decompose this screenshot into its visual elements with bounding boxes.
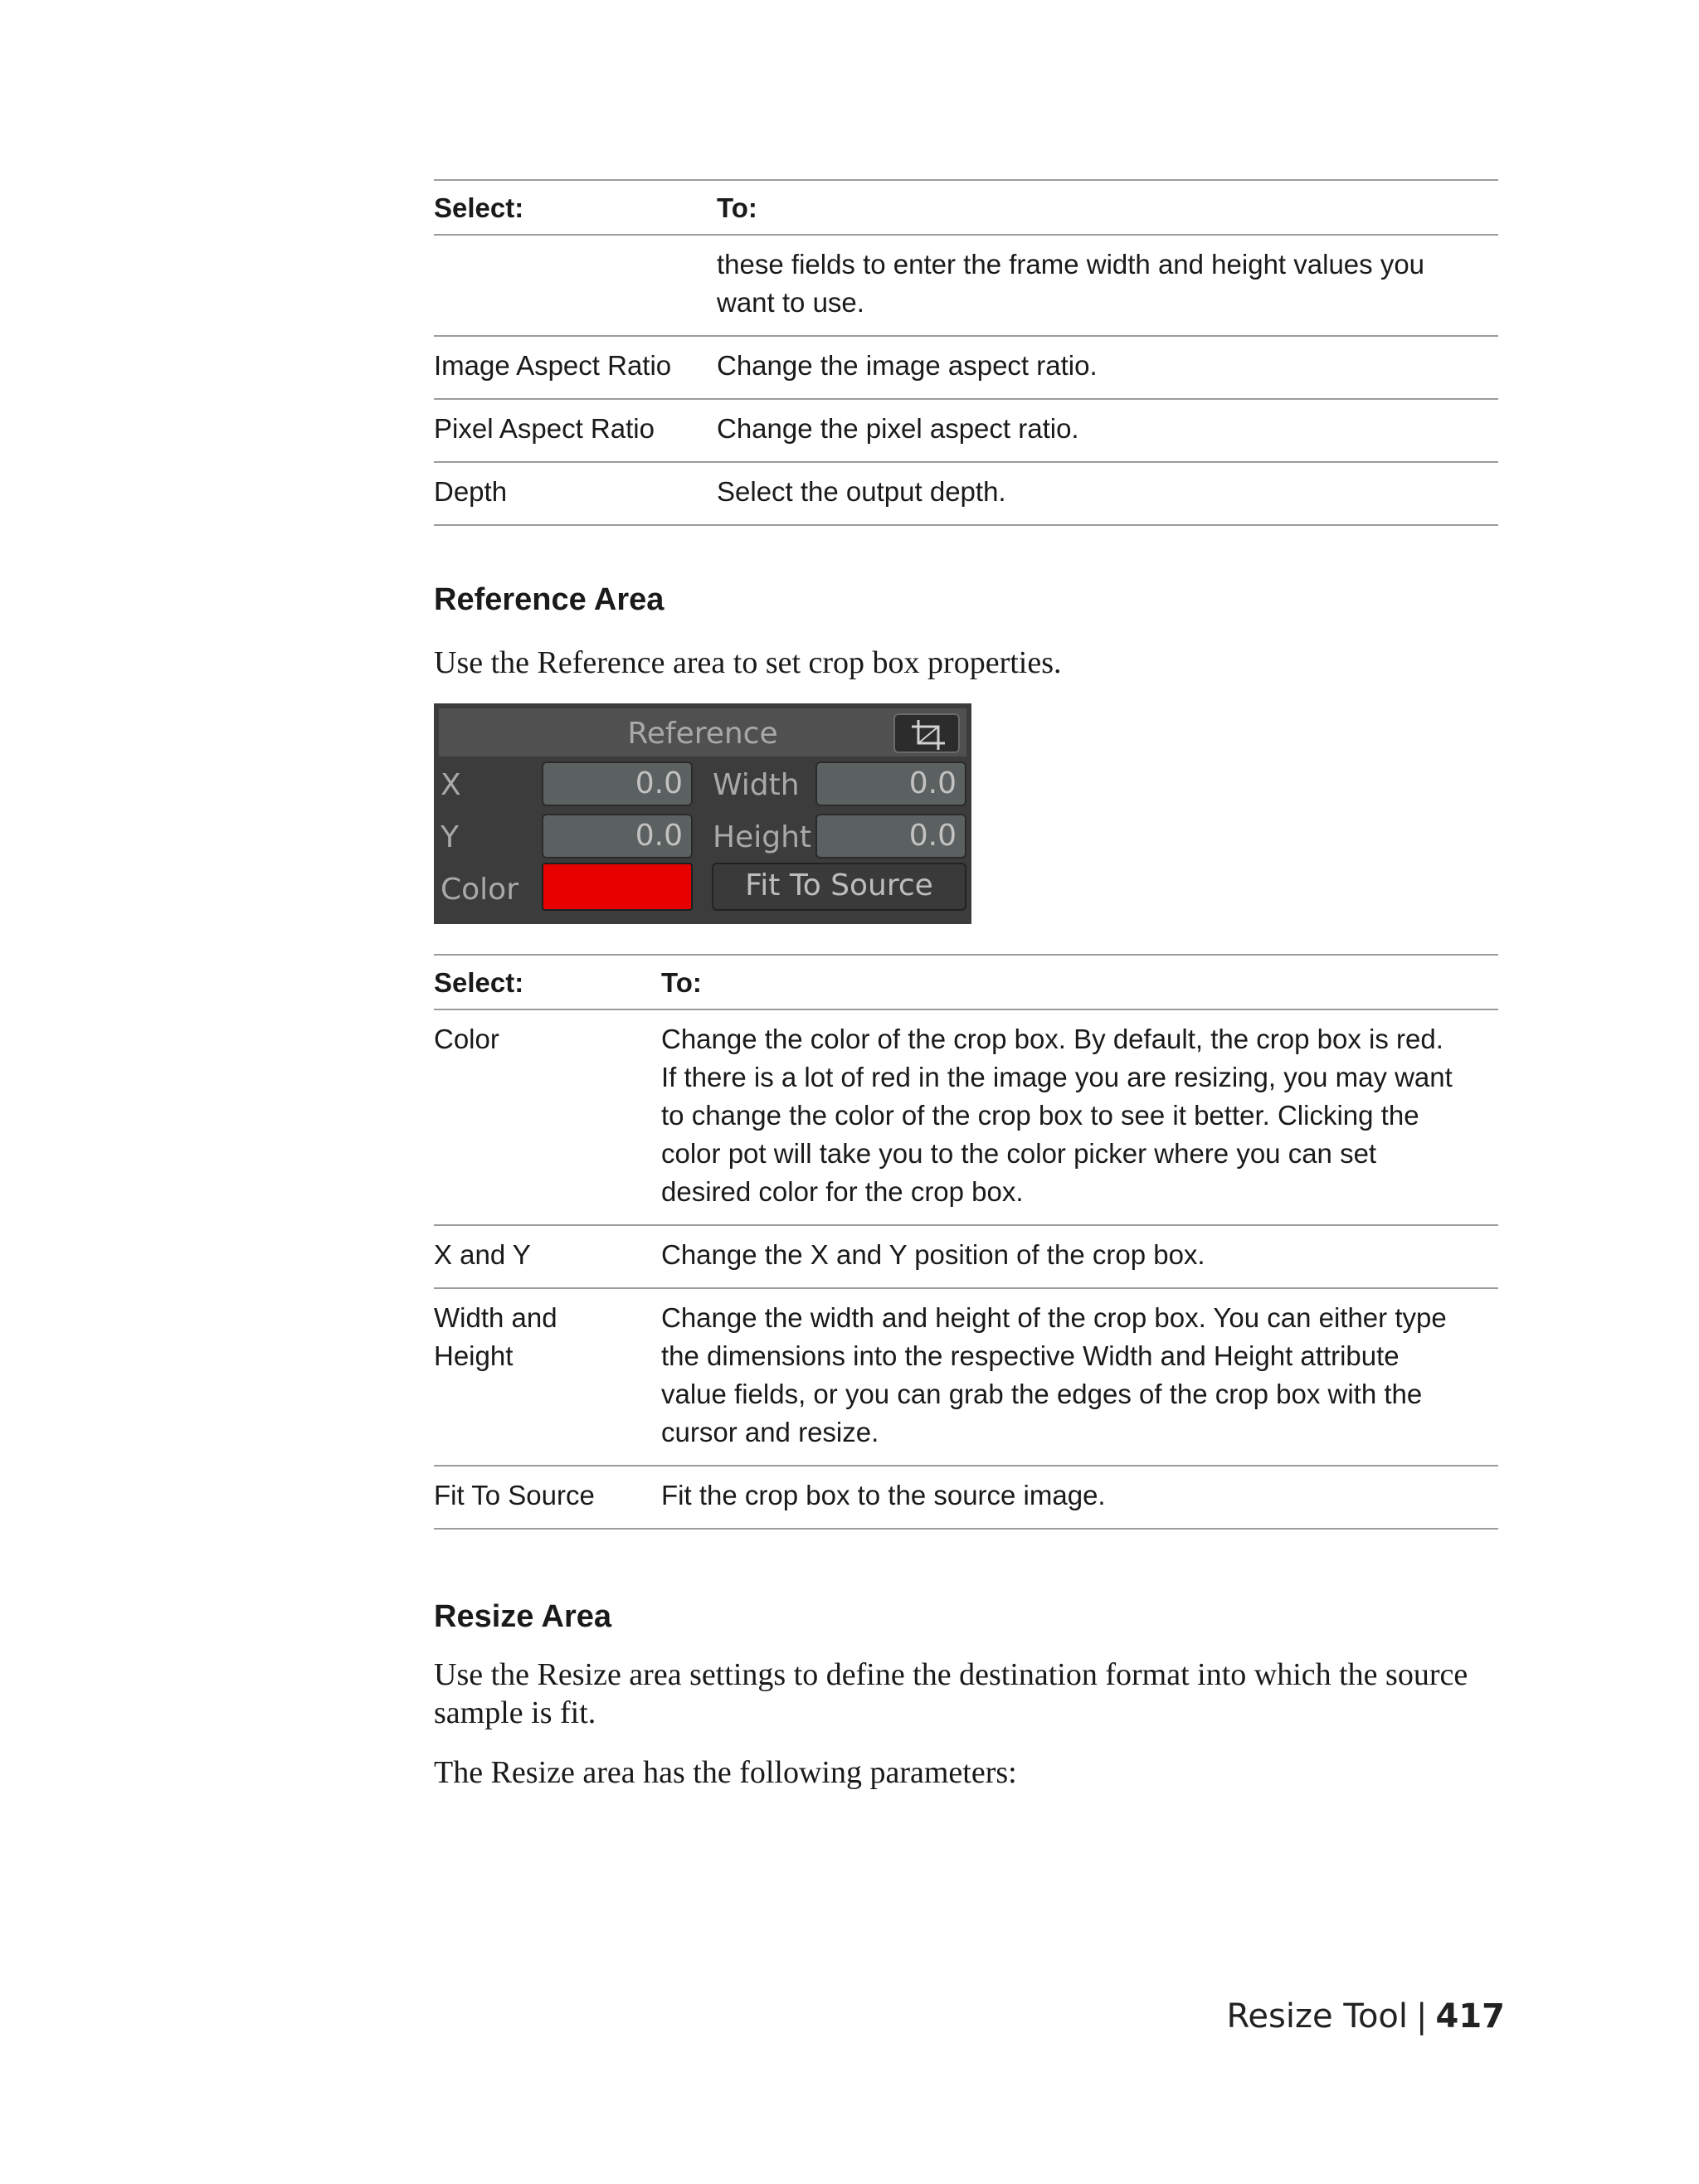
row-to: Change the pixel aspect ratio. — [717, 399, 1498, 462]
reference-panel-header — [439, 708, 966, 756]
height-label: Height — [713, 820, 812, 854]
row-select: Fit To Source — [434, 1466, 661, 1529]
row-to: Change the image aspect ratio. — [717, 336, 1498, 399]
header-to: To: — [661, 955, 1498, 1009]
reference-parameters-table — [434, 954, 1498, 1530]
row-select: Pixel Aspect Ratio — [434, 399, 717, 462]
header-select: Select: — [434, 180, 717, 235]
x-label: X — [441, 768, 461, 802]
table-row — [434, 1288, 1498, 1466]
footer-separator: | — [1416, 1997, 1428, 2036]
page-number: 417 — [1435, 1997, 1505, 2036]
y-label: Y — [441, 820, 459, 854]
row-to: Change the X and Y position of the crop box. — [661, 1225, 1498, 1288]
reference-area-heading: Reference Area — [434, 582, 665, 617]
y-field[interactable]: 0.0 — [542, 814, 693, 859]
row-to: these fields to enter the frame width and height values you want to use. — [717, 235, 1498, 336]
crop-button[interactable] — [893, 713, 960, 753]
row-to: Fit the crop box to the source image. — [661, 1466, 1498, 1529]
row-select: Image Aspect Ratio — [434, 336, 717, 399]
table-row — [434, 235, 1498, 336]
row-to: Change the width and height of the crop box. You can either type the dimensions into the respective Width and Height attribute value fields, or you can grab the edges of the crop box with the cursor and resize. — [661, 1288, 1498, 1466]
fit-to-source-button[interactable]: Fit To Source — [712, 863, 966, 911]
table-row — [434, 399, 1498, 462]
row-select — [434, 235, 717, 336]
reference-panel-title: Reference — [627, 717, 778, 751]
reference-intro: Use the Reference area to set crop box properties. — [434, 645, 1062, 680]
color-pot[interactable] — [542, 863, 693, 911]
height-field[interactable]: 0.0 — [815, 814, 966, 859]
table-header — [434, 180, 1498, 235]
row-select: X and Y — [434, 1225, 661, 1288]
header-to: To: — [717, 180, 1498, 235]
table-row — [434, 462, 1498, 525]
reference-panel — [434, 703, 971, 924]
table-row — [434, 1225, 1498, 1288]
table-row — [434, 1466, 1498, 1529]
page-footer — [1226, 1997, 1505, 2036]
resize-area-heading: Resize Area — [434, 1599, 612, 1634]
table-header — [434, 955, 1498, 1009]
table-row — [434, 336, 1498, 399]
row-to: Select the output depth. — [717, 462, 1498, 525]
row-select: Color — [434, 1009, 661, 1225]
footer-section: Resize Tool — [1226, 1997, 1409, 2036]
row-to: Change the color of the crop box. By default, the crop box is red. If there is a lot of red in the image you are resizing, you may want to change the color of the crop box to see it better. Clicking the color pot will take you to the color picker where you can set desired color for the crop box. — [661, 1009, 1498, 1225]
x-field[interactable]: 0.0 — [542, 761, 693, 806]
header-select: Select: — [434, 955, 661, 1009]
parameters-table-top — [434, 179, 1498, 526]
resize-intro: Use the Resize area settings to define the destination format into which the source sample is fit. — [434, 1657, 1468, 1730]
color-label: Color — [441, 873, 518, 907]
row-select: Width and Height — [434, 1288, 661, 1466]
width-field[interactable]: 0.0 — [815, 761, 966, 806]
crop-icon — [910, 718, 947, 752]
resize-parameters-intro: The Resize area has the following parameters: — [434, 1755, 1017, 1790]
row-select: Depth — [434, 462, 717, 525]
table-row — [434, 1009, 1498, 1225]
width-label: Width — [713, 768, 800, 802]
